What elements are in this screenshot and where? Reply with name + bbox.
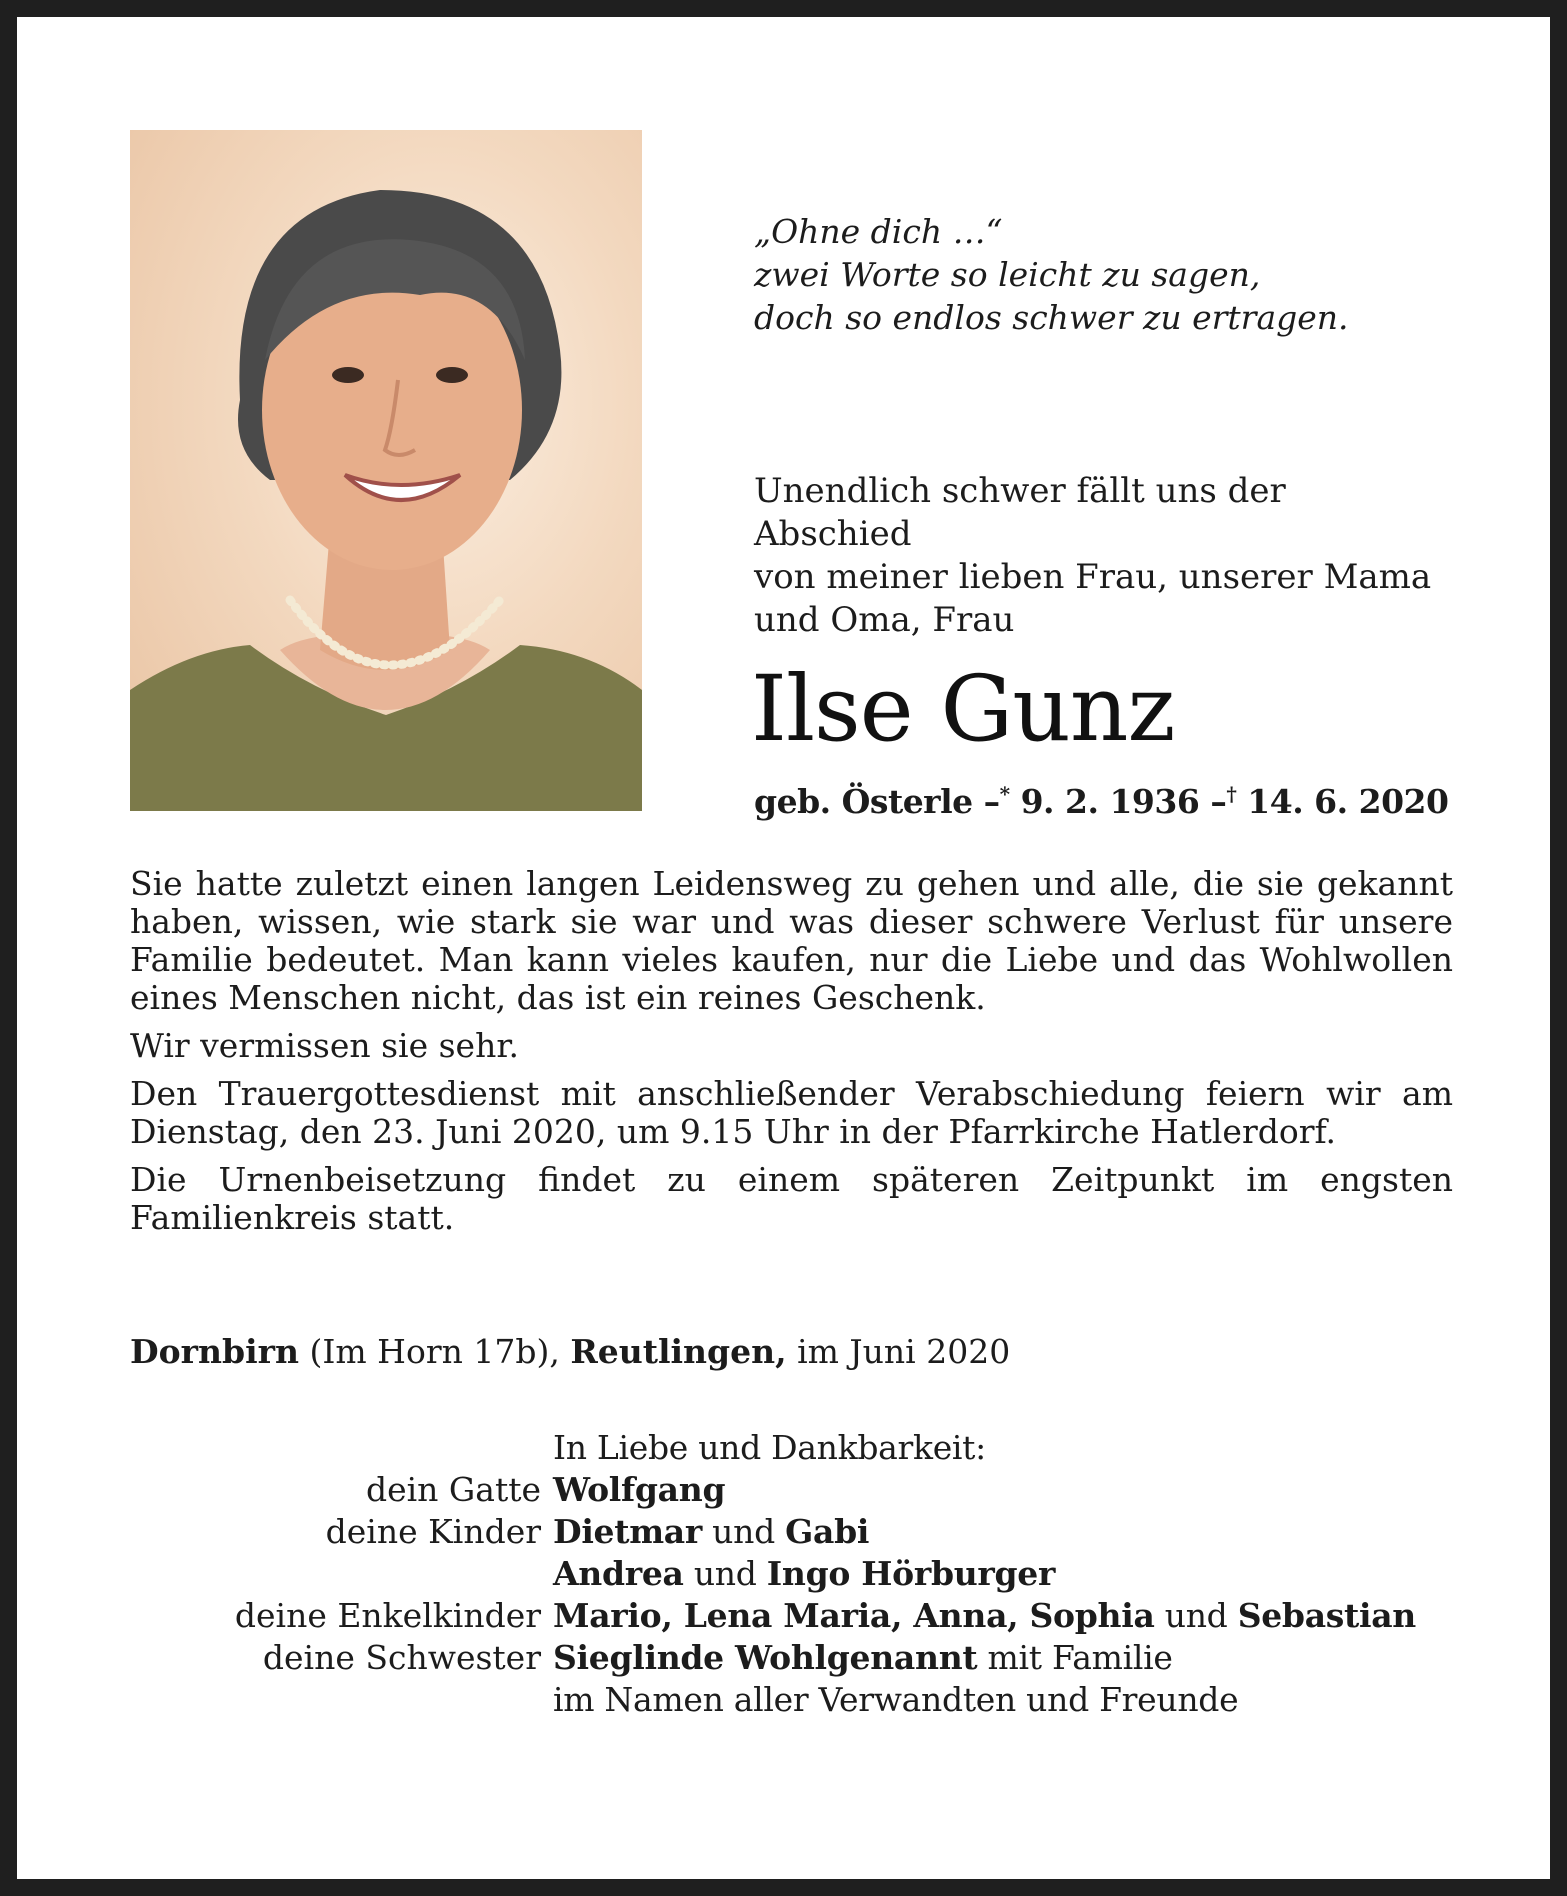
- quote-text: „Ohne dich …“ zwei Worte so leicht zu sagen, doch so endlos schwer zu ertragen.: [754, 212, 1349, 337]
- relation-label: dein Gatte: [365, 1470, 541, 1509]
- closing-line: im Namen aller Verwandten und Freunde: [553, 1680, 1239, 1719]
- birth-name: geb. Österle: [754, 782, 973, 821]
- city-reutlingen: Reutlingen,: [570, 1332, 787, 1371]
- body-paragraph: Wir vermissen sie sehr.: [130, 1026, 519, 1065]
- mourner-name: Sieglinde Wohlgenannt: [553, 1638, 978, 1677]
- birth-date: 9. 2. 1936: [1020, 782, 1200, 821]
- obituary-body: [130, 865, 1453, 1247]
- relation-label: deine Enkelkinder: [234, 1596, 541, 1635]
- death-symbol: †: [1226, 782, 1237, 806]
- portrait-photo: [130, 130, 642, 811]
- relation-label: deine Schwester: [262, 1638, 541, 1677]
- body-paragraph: Die Urnenbeisetzung findet zu einem späteren Zeitpunkt im engsten Familienkreis statt.: [130, 1160, 1453, 1237]
- address: (Im Horn 17b),: [299, 1332, 571, 1371]
- death-date: 14. 6. 2020: [1247, 782, 1449, 821]
- relation-label: deine Kinder: [325, 1512, 541, 1551]
- family-suffix: mit Familie: [977, 1638, 1173, 1677]
- obituary-card: [17, 17, 1550, 1879]
- mourner-name: Sebastian: [1237, 1596, 1417, 1635]
- dash-separator: –: [1210, 782, 1227, 821]
- mourner-name: Wolfgang: [553, 1470, 726, 1509]
- conjunction: und: [701, 1512, 786, 1551]
- mourner-name: Dietmar: [553, 1512, 702, 1551]
- mourner-row: [130, 1553, 1460, 1595]
- mourner-row: [130, 1469, 1460, 1511]
- intro-text: Unendlich schwer fällt uns der Abschied von meiner lieben Frau, unserer Mama und Oma, Frau: [754, 471, 1432, 640]
- deceased-name: Ilse Gunz: [751, 657, 1175, 762]
- life-dates: [754, 774, 1448, 822]
- body-paragraph: Sie hatte zuletzt einen langen Leidensweg zu gehen und alle, die sie gekannt haben, wissen, wie stark sie war und was dieser schwere Verlust für unsere Familie bedeutet. Man kann vieles kaufen, nur die Liebe und das Wohlwollen eines Menschen nicht, das ist ein reines Geschenk.: [130, 864, 1453, 1017]
- mourner-row: [130, 1595, 1460, 1637]
- mourner-row: [130, 1637, 1460, 1679]
- month-date: im Juni 2020: [786, 1332, 1011, 1371]
- birth-symbol: *: [999, 782, 1010, 806]
- mourner-name: Mario, Lena Maria, Anna, Sophia: [553, 1596, 1155, 1635]
- signers-heading: In Liebe und Dankbarkeit:: [553, 1428, 986, 1467]
- mourner-row: [130, 1511, 1460, 1553]
- conjunction: und: [683, 1554, 767, 1593]
- mourner-name: Gabi: [785, 1512, 870, 1551]
- dash-separator: –: [983, 782, 1000, 821]
- conjunction: und: [1154, 1596, 1238, 1635]
- place-date-line: [130, 1332, 1010, 1372]
- mourner-name: Andrea: [553, 1554, 684, 1593]
- mourner-row: [130, 1679, 1460, 1721]
- mourners-list: [130, 1427, 1460, 1721]
- city-dornbirn: Dornbirn: [130, 1332, 299, 1371]
- body-paragraph: Den Trauergottesdienst mit anschließender Verabschiedung feiern wir am Dienstag, den 23. Juni 2020, um 9.15 Uhr in der Pfarrkirche Hatlerdorf.: [130, 1074, 1453, 1151]
- mourner-name: Ingo Hörburger: [766, 1554, 1056, 1593]
